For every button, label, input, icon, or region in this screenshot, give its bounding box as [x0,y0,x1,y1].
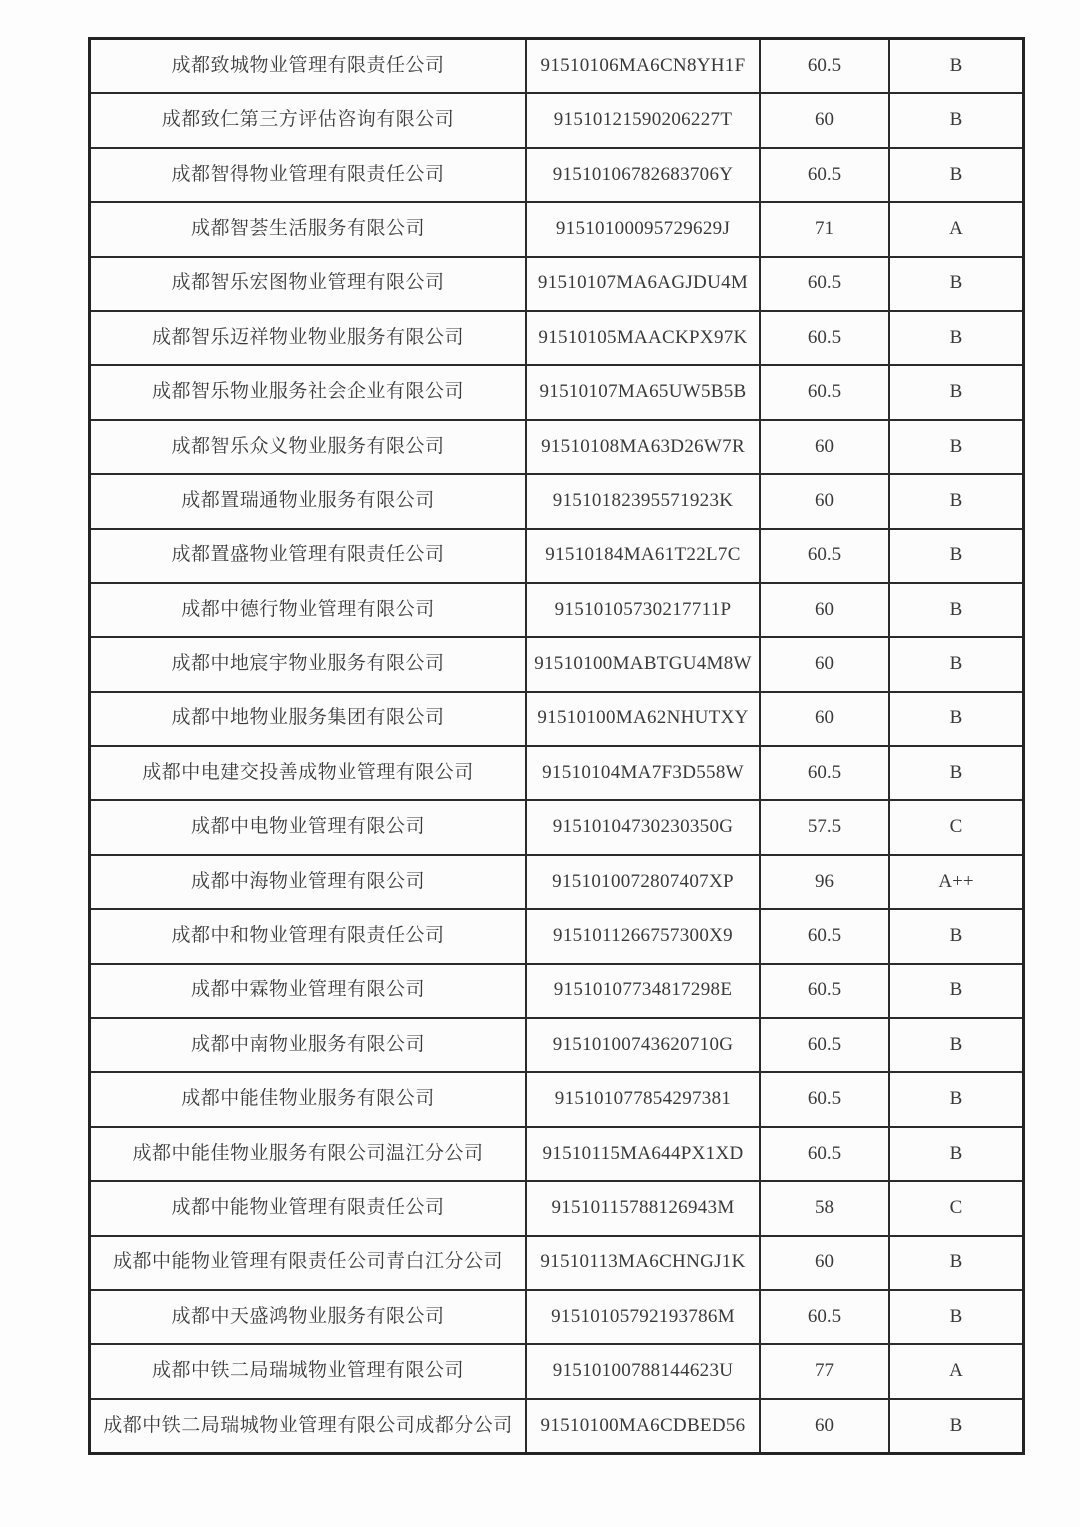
credit-code-cell: 91510100743620710G [525,1019,759,1071]
credit-code-cell: 91510100095729629J [525,203,759,255]
rating-cell: B [888,1291,1022,1343]
company-name-cell: 成都置盛物业管理有限责任公司 [171,544,445,566]
credit-code-cell: 9151010072807407XP [525,856,759,908]
credit-code-cell: 915101077854297381 [525,1073,759,1125]
table-row [91,799,1022,853]
score-cell: 60.5 [759,1291,888,1343]
credit-code-cell: 91510106782683706Y [525,149,759,201]
score-cell: 60.5 [759,366,888,418]
company-name-cell: 成都中天盛鸿物业服务有限公司 [171,1305,445,1327]
rating-cell: B [888,366,1022,418]
company-name-cell: 成都智得物业管理有限责任公司 [171,163,445,185]
rating-cell: B [888,910,1022,962]
score-cell: 60 [759,421,888,473]
score-cell: 77 [759,1345,888,1397]
company-name-cell: 成都中电建交投善成物业管理有限公司 [142,761,474,783]
rating-cell: B [888,584,1022,636]
credit-code-cell: 91510104730230350G [525,801,759,853]
table-row [91,92,1022,146]
table-row [91,963,1022,1017]
score-cell: 60.5 [759,1019,888,1071]
company-name-cell: 成都中南物业服务有限公司 [190,1033,425,1055]
company-name-cell: 成都置瑞通物业服务有限公司 [181,489,435,511]
company-name-cell: 成都智乐物业服务社会企业有限公司 [151,381,464,403]
table-row [91,636,1022,690]
table-row [91,582,1022,636]
table-row [91,419,1022,473]
score-cell: 96 [759,856,888,908]
score-cell: 71 [759,203,888,255]
company-name-cell: 成都智乐宏图物业管理有限公司 [171,272,445,294]
rating-cell: B [888,1128,1022,1180]
company-name-cell: 成都中和物业管理有限责任公司 [171,925,445,947]
score-cell: 57.5 [759,801,888,853]
credit-code-cell: 91510115788126943M [525,1182,759,1234]
table-row [91,1398,1022,1452]
credit-code-cell: 91510105792193786M [525,1291,759,1343]
credit-code-cell: 91510105730217711P [525,584,759,636]
credit-code-cell: 91510100MABTGU4M8W [525,638,759,690]
rating-cell: C [888,801,1022,853]
rating-cell: A++ [888,856,1022,908]
rating-cell: A [888,1345,1022,1397]
rating-cell: B [888,1019,1022,1071]
credit-code-cell: 91510107MA65UW5B5B [525,366,759,418]
table-row [91,364,1022,418]
rating-cell: A [888,203,1022,255]
table-row [91,1180,1022,1234]
credit-code-cell: 91510115MA644PX1XD [525,1128,759,1180]
credit-code-cell: 91510182395571923K [525,475,759,527]
company-name-cell: 成都致仁第三方评估咨询有限公司 [161,109,455,131]
company-name-cell: 成都智乐众义物业服务有限公司 [171,435,445,457]
table-row [91,1071,1022,1125]
score-cell: 60.5 [759,258,888,310]
company-name-cell: 成都中铁二局瑞城物业管理有限公司 [151,1360,464,1382]
table-row [91,1289,1022,1343]
score-cell: 60.5 [759,747,888,799]
table-row [91,1343,1022,1397]
company-name-cell: 成都中能物业管理有限责任公司青白江分公司 [112,1251,503,1273]
credit-code-cell: 9151011266757300X9 [525,910,759,962]
rating-cell: B [888,312,1022,364]
company-name-cell: 成都中能物业管理有限责任公司 [171,1197,445,1218]
credit-code-cell: 91510113MA6CHNGJ1K [525,1237,759,1289]
table-row [91,691,1022,745]
table-row [91,201,1022,255]
table-row [91,310,1022,364]
rating-cell: B [888,475,1022,527]
company-name-cell: 成都中地宸宇物业服务有限公司 [171,653,445,675]
rating-cell: B [888,94,1022,146]
rating-cell: B [888,638,1022,690]
score-cell: 60.5 [759,149,888,201]
score-cell: 58 [759,1182,888,1234]
company-name-cell: 成都智乐迈祥物业物业服务有限公司 [151,326,464,348]
score-cell: 60 [759,475,888,527]
score-cell: 60 [759,638,888,690]
table-row [91,854,1022,908]
score-cell: 60.5 [759,910,888,962]
company-name-cell: 成都中能佳物业服务有限公司温江分公司 [132,1142,484,1164]
table-row [91,528,1022,582]
company-name-cell: 成都智荟生活服务有限公司 [190,217,425,239]
score-cell: 60 [759,584,888,636]
table-row [91,908,1022,962]
credit-code-cell: 91510105MAACKPX97K [525,312,759,364]
company-name-cell: 成都中能佳物业服务有限公司 [181,1088,435,1110]
table-row [91,745,1022,799]
credit-code-cell: 91510108MA63D26W7R [525,421,759,473]
rating-cell: B [888,693,1022,745]
rating-cell: B [888,965,1022,1017]
rating-cell: B [888,421,1022,473]
credit-code-cell: 91510104MA7F3D558W [525,747,759,799]
table-row [91,1235,1022,1289]
credit-code-cell: 91510107734817298E [525,965,759,1017]
rating-cell: C [888,1182,1022,1234]
score-cell: 60.5 [759,312,888,364]
company-name-cell: 成都致城物业管理有限责任公司 [171,54,445,76]
credit-code-cell: 91510121590206227T [525,94,759,146]
score-cell: 60 [759,1237,888,1289]
rating-cell: B [888,149,1022,201]
table-row [91,1126,1022,1180]
rating-cell: B [888,747,1022,799]
score-cell: 60.5 [759,1128,888,1180]
credit-code-cell: 91510100788144623U [525,1345,759,1397]
rating-cell: B [888,1400,1022,1452]
credit-code-cell: 91510100MA62NHUTXY [525,693,759,745]
credit-code-cell: 91510100MA6CDBED56 [525,1400,759,1452]
credit-code-cell: 91510107MA6AGJDU4M [525,258,759,310]
rating-cell: B [888,258,1022,310]
score-cell: 60 [759,693,888,745]
rating-cell: B [888,1237,1022,1289]
table-row [91,40,1022,92]
company-name-cell: 成都中德行物业管理有限公司 [181,598,435,620]
rating-cell: B [888,530,1022,582]
company-name-cell: 成都中电物业管理有限公司 [190,816,425,838]
company-name-cell: 成都中霖物业管理有限公司 [190,979,425,1001]
score-cell: 60.5 [759,965,888,1017]
score-cell: 60.5 [759,1073,888,1125]
table-row [91,256,1022,310]
company-name-cell: 成都中地物业服务集团有限公司 [171,707,445,729]
rating-cell: B [888,1073,1022,1125]
company-name-cell: 成都中铁二局瑞城物业管理有限公司成都分公司 [103,1414,513,1436]
credit-code-cell: 91510184MA61T22L7C [525,530,759,582]
credit-code-cell: 91510106MA6CN8YH1F [525,40,759,92]
table-row [91,1017,1022,1071]
table-row [91,473,1022,527]
rating-table [88,37,1025,1455]
score-cell: 60 [759,94,888,146]
rating-cell: B [888,40,1022,92]
score-cell: 60.5 [759,40,888,92]
company-name-cell: 成都中海物业管理有限公司 [190,870,425,892]
table-row [91,147,1022,201]
score-cell: 60 [759,1400,888,1452]
score-cell: 60.5 [759,530,888,582]
